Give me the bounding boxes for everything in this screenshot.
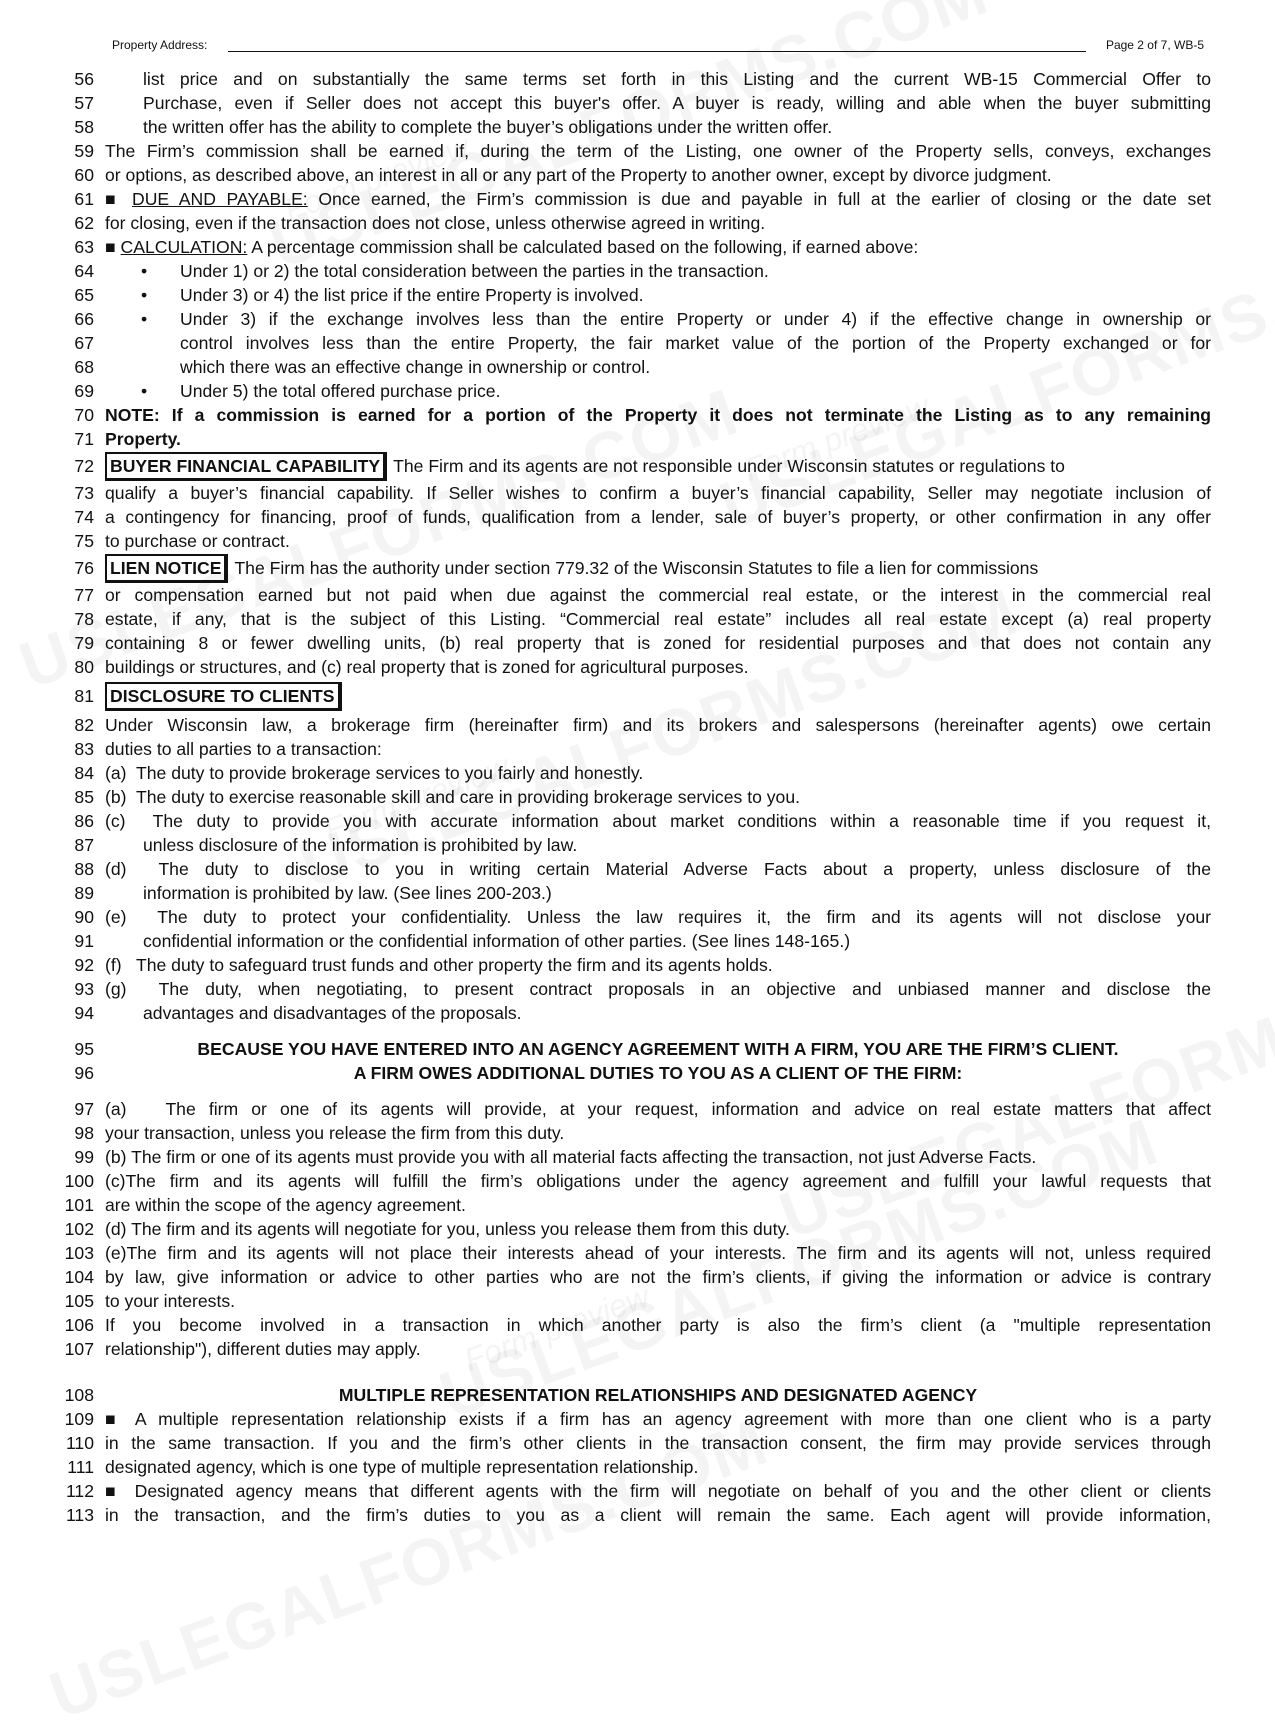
document-line — [0, 857, 1275, 881]
line-number: 59 — [74, 141, 94, 161]
section-heading-calculation: CALCULATION: — [120, 237, 248, 257]
line-number: 112 — [65, 1481, 94, 1501]
line-text: (e)The firm and its agents will not place their interests ahead of your interests. The firm and its agents will not, unless required — [105, 1243, 1211, 1263]
line-number: 83 — [74, 739, 94, 759]
document-line — [0, 833, 1275, 857]
item-label: (a) — [105, 1099, 127, 1119]
item-label: (d) — [105, 859, 127, 879]
document-line — [0, 553, 1275, 583]
document-line — [0, 283, 1275, 307]
spacer — [0, 1025, 1275, 1037]
line-number: 75 — [74, 531, 94, 551]
document-body — [0, 67, 1275, 1527]
line-text — [105, 953, 1211, 977]
line-number: 57 — [74, 93, 94, 113]
document-line — [0, 953, 1275, 977]
document-line — [0, 713, 1275, 737]
line-body: The duty to disclose to you in writing certain Material Adverse Facts about a property, unless disclosure of the — [158, 859, 1211, 879]
line-number: 82 — [74, 715, 94, 735]
document-line — [0, 785, 1275, 809]
item-label: (f) — [105, 955, 122, 975]
line-text: or options, as described above, an interest in all or any part of the Property to another owner, except by divorce judgment. — [105, 165, 1052, 185]
line-text — [105, 785, 1211, 809]
document-line — [0, 529, 1275, 553]
line-number: 85 — [74, 787, 94, 807]
document-line — [0, 163, 1275, 187]
item-label: (b) — [105, 787, 127, 807]
line-number: 65 — [74, 285, 94, 305]
document-line — [0, 403, 1275, 427]
line-text: for closing, even if the transaction does not close, unless otherwise agreed in writing. — [105, 213, 766, 233]
line-text — [105, 905, 1211, 929]
line-number: 62 — [74, 213, 94, 233]
line-number: 108 — [64, 1385, 94, 1405]
line-number: 94 — [74, 1003, 94, 1023]
document-line — [0, 505, 1275, 529]
line-text: Under 1) or 2) the total consideration between the parties in the transaction. — [180, 261, 769, 281]
line-text: ■ A multiple representation relationship exists if a firm has an agency agreement with more than one client who is a party — [105, 1409, 1211, 1429]
line-text: control involves less than the entire Property, the fair market value of the portion of the Property exchanged or for — [180, 333, 1211, 353]
line-number: 107 — [64, 1339, 94, 1359]
line-text: buildings or structures, and (c) real property that is zoned for agricultural purposes. — [105, 657, 749, 677]
line-text — [105, 1097, 1211, 1121]
document-line — [0, 187, 1275, 211]
note-text: NOTE: If a commission is earned for a portion of the Property it does not terminate the Listing as to any remaining — [105, 405, 1211, 425]
document-line — [0, 67, 1275, 91]
line-number: 96 — [74, 1063, 94, 1083]
line-text — [105, 553, 1211, 583]
line-body: The firm or one of its agents will provide, at your request, information and advice on real estate matters that affect — [165, 1099, 1211, 1119]
item-label: (g) — [105, 979, 127, 999]
line-text: Under Wisconsin law, a brokerage firm (hereinafter firm) and its brokers and salespersons (hereinafter agents) owe certain — [105, 715, 1211, 735]
document-line — [0, 355, 1275, 379]
line-body: Once earned, the Firm’s commission is due and payable in full at the earlier of closing or the date set — [318, 189, 1211, 209]
line-text: unless disclosure of the information is prohibited by law. — [143, 835, 578, 855]
line-number: 91 — [74, 931, 94, 951]
document-line — [0, 1503, 1275, 1527]
spacer — [0, 1085, 1275, 1097]
document-line — [0, 1407, 1275, 1431]
document-line — [0, 631, 1275, 655]
line-number: 78 — [74, 609, 94, 629]
line-number: 93 — [74, 979, 94, 999]
square-bullet-icon: ■ — [105, 189, 122, 209]
line-number: 113 — [65, 1505, 94, 1525]
line-number: 89 — [74, 883, 94, 903]
document-line — [0, 91, 1275, 115]
line-text: (b) The firm or one of its agents must provide you with all material facts affecting the transaction, not just Adverse Facts. — [105, 1147, 1037, 1167]
line-text: Under 3) if the exchange involves less than the entire Property or under 4) if the effective change in ownership or — [180, 309, 1211, 329]
line-number: 64 — [74, 261, 94, 281]
document-line — [0, 607, 1275, 631]
clients-heading: BECAUSE YOU HAVE ENTERED INTO AN AGENCY AGREEMENT WITH A FIRM, YOU ARE THE FIRM’S CLIENT. — [197, 1039, 1119, 1059]
line-text: containing 8 or fewer dwelling units, (b) real property that is zoned for residential purposes and that does not contain any — [105, 633, 1211, 653]
spacer — [0, 1361, 1275, 1383]
clients-heading: A FIRM OWES ADDITIONAL DUTIES TO YOU AS A CLIENT OF THE FIRM: — [353, 1063, 963, 1083]
line-number: 66 — [74, 309, 94, 329]
item-label: (e) — [105, 907, 127, 927]
line-number: 74 — [74, 507, 94, 527]
section-heading-due-and-payable: DUE AND PAYABLE: — [131, 189, 308, 209]
boxed-heading-lien-notice: LIEN NOTICE — [105, 554, 228, 583]
line-number: 98 — [74, 1123, 94, 1143]
document-line — [0, 809, 1275, 833]
square-bullet-icon: ■ — [105, 237, 116, 257]
document-line — [0, 259, 1275, 283]
line-text: (d) The firm and its agents will negotiate for you, unless you release them from this duty. — [105, 1219, 790, 1239]
line-text: qualify a buyer’s financial capability. If Seller wishes to confirm a buyer’s financial capability, Seller may negotiate inclusion of — [105, 483, 1211, 503]
document-line — [0, 1265, 1275, 1289]
property-address-blank-line — [228, 51, 1086, 52]
line-number: 101 — [64, 1195, 94, 1215]
line-text: by law, give information or advice to other parties who are not the firm’s clients, if giving the information or advice is contrary — [105, 1267, 1211, 1287]
document-line — [0, 929, 1275, 953]
line-text: duties to all parties to a transaction: — [105, 739, 382, 759]
document-line — [0, 679, 1275, 713]
document-line — [0, 1193, 1275, 1217]
document-line — [0, 583, 1275, 607]
page-number: Page 2 of 7, WB-5 — [1105, 38, 1204, 52]
line-body: The duty to provide you with accurate information about market conditions within a reasonable time if you request it, — [152, 811, 1211, 831]
line-text: confidential information or the confidential information of other parties. (See lines 148-165.) — [143, 931, 851, 951]
document-line — [0, 737, 1275, 761]
line-text: are within the scope of the agency agreement. — [105, 1195, 466, 1215]
line-number: 105 — [64, 1291, 94, 1311]
line-number: 71 — [74, 429, 94, 449]
line-text — [105, 235, 1211, 259]
document-line — [0, 379, 1275, 403]
document-line — [0, 235, 1275, 259]
line-number: 87 — [74, 835, 94, 855]
bullet-icon: • — [141, 261, 148, 281]
document-line — [0, 211, 1275, 235]
boxed-heading-disclosure-to-clients: DISCLOSURE TO CLIENTS — [105, 682, 342, 711]
line-text: or compensation earned but not paid when due against the commercial real estate, or the interest in the commercial real — [105, 585, 1211, 605]
line-text: to purchase or contract. — [105, 531, 290, 551]
line-number: 106 — [64, 1315, 94, 1335]
line-number: 92 — [74, 955, 94, 975]
document-line — [0, 1145, 1275, 1169]
line-number: 88 — [74, 859, 94, 879]
line-text: to your interests. — [105, 1291, 236, 1311]
document-line — [0, 139, 1275, 163]
document-line — [0, 1169, 1275, 1193]
line-number: 102 — [64, 1219, 94, 1239]
line-text: list price and on substantially the same terms set forth in this Listing and the current WB-15 Commercial Offer to — [143, 69, 1211, 89]
line-body: The duty to protect your confidentiality. Unless the law requires it, the firm and its agents will not disclose your — [157, 907, 1211, 927]
line-number: 77 — [74, 585, 94, 605]
document-line — [0, 115, 1275, 139]
line-text: ■ Designated agency means that different agents with the firm will negotiate on behalf of you and the other client or clients — [105, 1481, 1211, 1501]
line-number: 56 — [74, 69, 94, 89]
document-line — [0, 481, 1275, 505]
line-number: 60 — [74, 165, 94, 185]
document-line — [0, 1383, 1275, 1407]
document-line — [0, 655, 1275, 679]
line-number: 103 — [64, 1243, 94, 1263]
document-line — [0, 1479, 1275, 1503]
line-number: 80 — [74, 657, 94, 677]
document-line — [0, 1313, 1275, 1337]
line-body: The duty to provide brokerage services to you fairly and honestly. — [135, 763, 644, 783]
line-text: The Firm’s commission shall be earned if, during the term of the Listing, one owner of the Property sells, conveys, exchanges — [105, 141, 1211, 161]
document-line — [0, 1455, 1275, 1479]
line-number: 58 — [74, 117, 94, 137]
line-text — [105, 857, 1211, 881]
document-line — [0, 977, 1275, 1001]
line-number: 84 — [74, 763, 94, 783]
line-text — [105, 761, 1211, 785]
line-number: 90 — [74, 907, 94, 927]
document-line — [0, 331, 1275, 355]
document-line — [0, 307, 1275, 331]
note-text: Property. — [105, 429, 181, 449]
line-text: your transaction, unless you release the firm from this duty. — [105, 1123, 565, 1143]
page-header — [112, 38, 1204, 56]
document-line — [0, 905, 1275, 929]
line-number: 68 — [74, 357, 94, 377]
line-body: The duty, when negotiating, to present contract proposals in an objective and unbiased manner and disclose the — [158, 979, 1211, 999]
boxed-heading-buyer-financial-capability: BUYER FINANCIAL CAPABILITY — [105, 452, 387, 481]
line-text: Under 3) or 4) the list price if the entire Property is involved. — [180, 285, 644, 305]
line-number: 81 — [74, 686, 94, 706]
line-number: 95 — [74, 1039, 94, 1059]
item-label: (c) — [105, 811, 126, 831]
line-text: advantages and disadvantages of the proposals. — [143, 1003, 522, 1023]
line-number: 61 — [74, 189, 94, 209]
line-text: which there was an effective change in ownership or control. — [180, 357, 651, 377]
document-line — [0, 1431, 1275, 1455]
document-line — [0, 881, 1275, 905]
line-number: 69 — [74, 381, 94, 401]
document-line — [0, 1241, 1275, 1265]
bullet-icon: • — [141, 309, 148, 329]
line-number: 67 — [74, 333, 94, 353]
document-line — [0, 1337, 1275, 1361]
line-number: 104 — [64, 1267, 94, 1287]
line-text — [105, 809, 1211, 833]
line-text: Purchase, even if Seller does not accept this buyer's offer. A buyer is ready, willing and able when the buyer submitting — [143, 93, 1211, 113]
line-number: 63 — [74, 237, 94, 257]
document-line — [0, 1001, 1275, 1025]
line-text: (c)The firm and its agents will fulfill the firm’s obligations under the agency agreement and fulfill your lawful requests that — [105, 1171, 1211, 1191]
line-number: 73 — [74, 483, 94, 503]
document-line — [0, 451, 1275, 481]
line-body: The duty to exercise reasonable skill and care in providing brokerage services to you. — [135, 787, 801, 807]
line-body: The Firm and its agents are not responsible under Wisconsin statutes or regulations to — [393, 456, 1065, 476]
line-text — [105, 679, 1211, 713]
line-number: 100 — [64, 1171, 94, 1191]
item-label: (a) — [105, 763, 127, 783]
line-text — [105, 451, 1211, 481]
document-line — [0, 1037, 1275, 1061]
line-text: relationship"), different duties may apply. — [105, 1339, 421, 1359]
bullet-icon: • — [141, 285, 148, 305]
line-text: estate, if any, that is the subject of this Listing. “Commercial real estate” includes all real estate except (a) real property — [105, 609, 1211, 629]
line-body: A percentage commission shall be calculated based on the following, if earned above: — [251, 237, 919, 257]
document-line — [0, 427, 1275, 451]
line-number: 109 — [64, 1409, 94, 1429]
line-text — [105, 187, 1211, 211]
line-text — [105, 977, 1211, 1001]
line-body: The Firm has the authority under section 779.32 of the Wisconsin Statutes to file a lien for commissions — [234, 558, 1039, 578]
document-line — [0, 1121, 1275, 1145]
line-text: in the transaction, and the firm’s duties to you as a client will remain the same. Each agent will provide information, — [105, 1505, 1211, 1525]
bullet-icon: • — [141, 381, 148, 401]
line-number: 111 — [67, 1457, 94, 1477]
line-text: a contingency for financing, proof of funds, qualification from a lender, sale of buyer’s property, or other confirmation in any offer — [105, 507, 1211, 527]
document-line — [0, 1061, 1275, 1085]
line-number: 86 — [74, 811, 94, 831]
document-line — [0, 1097, 1275, 1121]
document-line — [0, 761, 1275, 785]
line-text: Under 5) the total offered purchase price. — [180, 381, 501, 401]
document-line — [0, 1217, 1275, 1241]
line-number: 72 — [74, 456, 94, 476]
line-text: the written offer has the ability to complete the buyer’s obligations under the written offer. — [143, 117, 833, 137]
line-number: 70 — [74, 405, 94, 425]
line-text: in the same transaction. If you and the firm’s other clients in the transaction consent, the firm may provide services through — [105, 1433, 1211, 1453]
line-number: 79 — [74, 633, 94, 653]
line-text: information is prohibited by law. (See lines 200-203.) — [143, 883, 552, 903]
line-number: 76 — [74, 558, 94, 578]
line-number: 110 — [65, 1433, 94, 1453]
line-body: The duty to safeguard trust funds and other property the firm and its agents holds. — [135, 955, 773, 975]
line-number: 97 — [74, 1099, 94, 1119]
document-line — [0, 1289, 1275, 1313]
section-heading-multiple-representation: MULTIPLE REPRESENTATION RELATIONSHIPS AND DESIGNATED AGENCY — [338, 1385, 978, 1405]
line-number: 99 — [74, 1147, 94, 1167]
line-text: If you become involved in a transaction in which another party is also the firm’s client (a "multiple representation — [105, 1315, 1211, 1335]
property-address-label: Property Address: — [112, 38, 208, 52]
line-text: designated agency, which is one type of multiple representation relationship. — [105, 1457, 699, 1477]
